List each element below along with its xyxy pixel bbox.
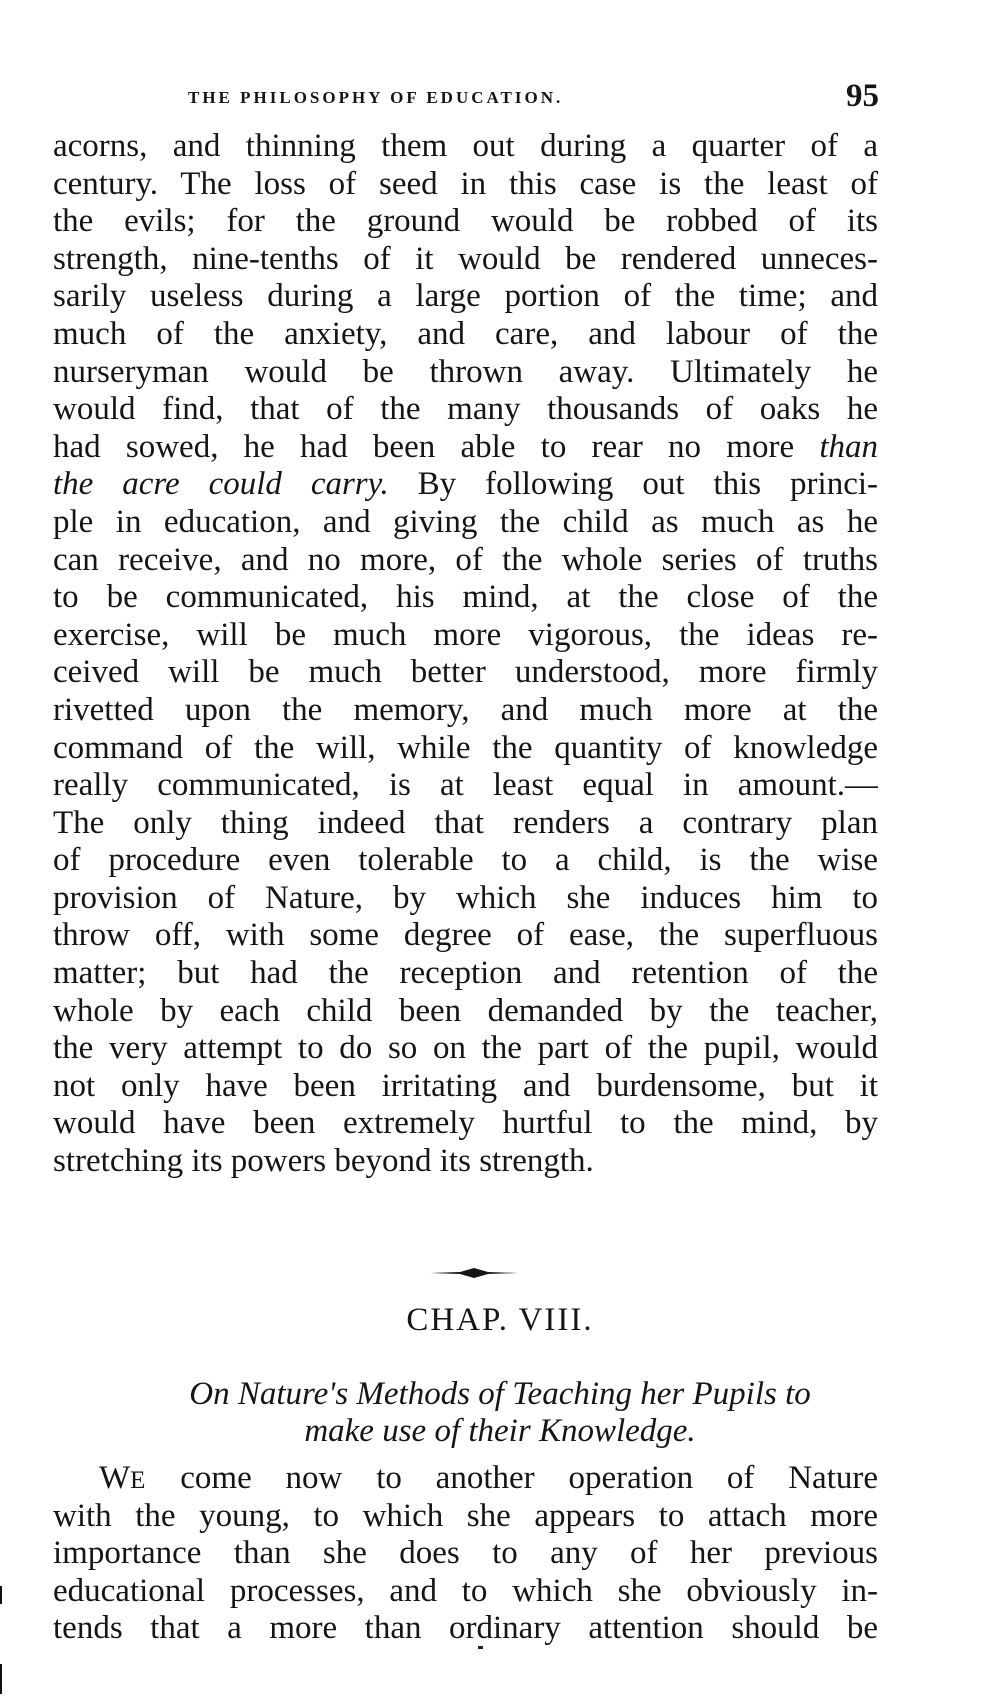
body-line: provision of Nature, by which she induces him to — [53, 879, 878, 916]
running-title: THE PHILOSOPHY OF EDUCATION. — [188, 88, 564, 107]
body-line: can receive, and no more, of the whole series of truths — [53, 541, 878, 578]
line-text: come now to another operation of Nature — [146, 1460, 878, 1496]
drop-word-initial: W — [99, 1460, 131, 1496]
body-line: strength, nine-tenths of it would be rendered unneces- — [53, 240, 878, 277]
body-line: sarily useless during a large portion of the time; and — [53, 278, 878, 315]
running-head — [0, 78, 1000, 122]
drop-word-rest: E — [130, 1467, 147, 1494]
main-paragraph — [53, 128, 878, 1181]
body-line: The only thing indeed that renders a contrary plan — [53, 804, 878, 841]
body-line: would have been extremely hurtful to the mind, by — [53, 1105, 878, 1142]
body-line: stretching its powers beyond its strength. — [53, 1143, 594, 1180]
body-line: much of the anxiety, and care, and labour of the — [53, 315, 878, 352]
chapter-subtitle-line: make use of their Knowledge. — [304, 1413, 696, 1449]
italic-phrase: the acre could carry. — [53, 466, 389, 503]
chapter-body-line: tends that a more than ordinary attention should be — [53, 1610, 878, 1647]
page-number: 95 — [846, 78, 879, 114]
body-line: exercise, will be much more vigorous, the ideas re- — [53, 616, 878, 653]
body-line: whole by each child been demanded by the teacher, — [53, 992, 878, 1029]
body-line: command of the will, while the quantity of knowledge — [53, 729, 878, 766]
chapter-body-line: importance than she does to any of her previous — [53, 1535, 878, 1572]
body-line: acorns, and thinning them out during a quarter of a — [53, 128, 878, 164]
body-line: the evils; for the ground would be robbed of its — [53, 203, 878, 240]
body-line: would find, that of the many thousands of oaks he — [53, 391, 878, 428]
scan-edge-mark — [0, 1586, 2, 1604]
body-line: really communicated, is at least equal in amount.— — [53, 767, 878, 804]
body-line: not only have been irritating and burdensome, but it — [53, 1067, 878, 1104]
body-line: nurseryman would be thrown away. Ultimately he — [53, 353, 878, 390]
line-text: By following out this princi- — [388, 466, 878, 503]
chapter-subtitle — [0, 1376, 1000, 1450]
scan-edge-mark — [0, 1664, 2, 1694]
italic-phrase: than — [819, 428, 878, 465]
body-line: throw off, with some degree of ease, the superfluous — [53, 917, 878, 954]
chapter-paragraph — [53, 1460, 878, 1648]
body-line: ple in education, and giving the child as much as he — [53, 503, 878, 540]
body-line-with-italic — [53, 466, 878, 504]
chapter-body-line: educational processes, and to which she obviously in- — [53, 1572, 878, 1609]
body-line: the very attempt to do so on the part of the pupil, would — [53, 1030, 878, 1067]
chapter-body-line: with the young, to which she appears to attach more — [53, 1497, 878, 1534]
body-line: rivetted upon the memory, and much more at the — [53, 691, 878, 728]
body-line: ceived will be much better understood, more firmly — [53, 654, 878, 691]
line-text: had sowed, he had been able to rear no more — [53, 428, 820, 465]
chapter-opening-line — [53, 1460, 878, 1498]
body-line: to be communicated, his mind, at the close of the — [53, 579, 878, 616]
body-line-with-italic — [53, 429, 878, 467]
body-line: century. The loss of seed in this case is the least of — [53, 165, 878, 202]
body-line: of procedure even tolerable to a child, is the wise — [53, 842, 878, 879]
print-dot-mark — [478, 1646, 483, 1649]
chapter-heading: CHAP. VIII. — [406, 1302, 594, 1338]
ornament-divider — [430, 1268, 518, 1278]
chapter-subtitle-line: On Nature's Methods of Teaching her Pupils to — [189, 1376, 811, 1412]
body-line: matter; but had the reception and retention of the — [53, 955, 878, 992]
